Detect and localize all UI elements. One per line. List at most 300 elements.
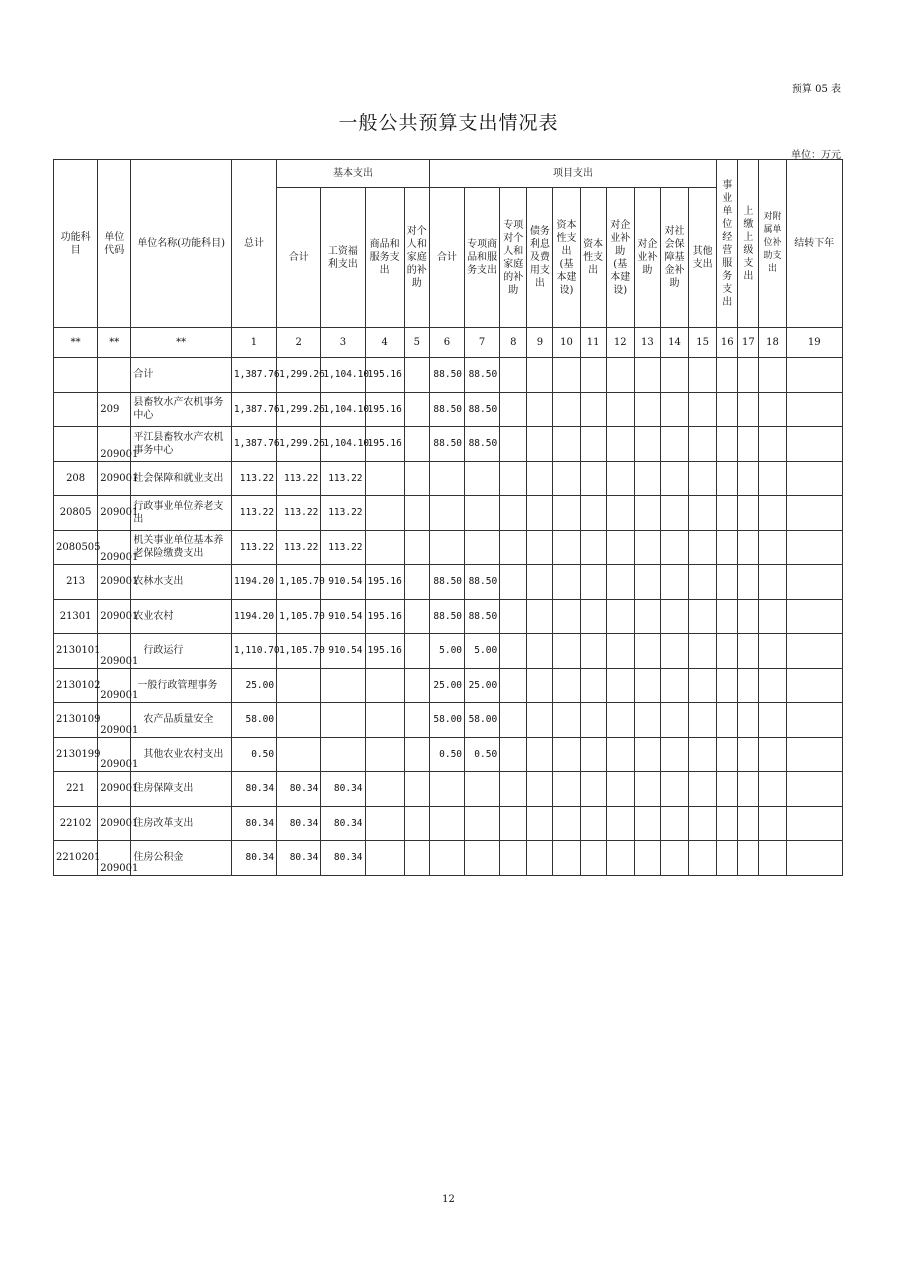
col-number: 1 [231, 328, 276, 358]
page-title: 一般公共预算支出情况表 [338, 112, 559, 134]
empty-cell [660, 772, 688, 807]
empty-cell [500, 599, 527, 634]
amount-cell-total: 1,110.70 [231, 634, 276, 669]
empty-cell [786, 496, 842, 531]
empty-cell [606, 841, 634, 876]
amount-cell-total: 25.00 [231, 668, 276, 703]
amount-cell-basic-total [277, 703, 321, 738]
empty-cell [527, 565, 553, 600]
amount-cell-wages: 80.34 [321, 806, 365, 841]
table-row [54, 599, 843, 634]
header-remit-upper: 上缴上级支出 [738, 160, 759, 328]
empty-cell [553, 392, 580, 427]
amount-cell-proj-total: 25.00 [429, 668, 464, 703]
empty-cell [500, 565, 527, 600]
amount-cell-goods [365, 668, 404, 703]
header-total: 总计 [231, 160, 276, 328]
amount-cell-wages: 1,104.10 [321, 358, 365, 393]
col-number: 2 [277, 328, 321, 358]
empty-cell [634, 530, 660, 565]
empty-cell [580, 599, 606, 634]
unit-code-cell: 209001 [98, 772, 131, 807]
unit-name-cell: 行政运行 [131, 634, 232, 669]
unit-name-cell: 住房改革支出 [131, 806, 232, 841]
empty-cell [738, 530, 759, 565]
amount-cell-basic-personal [404, 565, 429, 600]
unit-name-cell: 社会保障和就业支出 [131, 461, 232, 496]
amount-cell-basic-personal [404, 530, 429, 565]
empty-cell [689, 358, 717, 393]
table-row [54, 530, 843, 565]
table-row [54, 806, 843, 841]
empty-cell [634, 496, 660, 531]
empty-cell [580, 496, 606, 531]
empty-cell [689, 496, 717, 531]
empty-cell [634, 599, 660, 634]
empty-cell [689, 772, 717, 807]
empty-cell [660, 358, 688, 393]
amount-cell-basic-total: 80.34 [277, 806, 321, 841]
func-code-cell: 2130199 [54, 737, 98, 772]
amount-cell-goods: 195.16 [365, 358, 404, 393]
empty-cell [759, 668, 786, 703]
amount-cell-basic-total [277, 668, 321, 703]
unit-code-cell: 209001 [98, 496, 131, 531]
table-row [54, 737, 843, 772]
empty-cell [527, 668, 553, 703]
empty-cell [500, 841, 527, 876]
amount-cell-proj-goods: 88.50 [465, 565, 500, 600]
header-affiliated-subsidy: 对附属单位补助支出 [759, 160, 786, 328]
table-row [54, 496, 843, 531]
empty-cell [553, 599, 580, 634]
empty-cell [606, 634, 634, 669]
unit-name-cell: 其他农业农村支出 [131, 737, 232, 772]
header-basic-group: 基本支出 [277, 160, 430, 188]
empty-cell [553, 530, 580, 565]
header-basic-total: 合计 [277, 188, 321, 328]
empty-cell [580, 737, 606, 772]
header-basic-personal: 对个人和家庭的补助 [404, 188, 429, 328]
empty-cell [580, 461, 606, 496]
empty-cell [580, 772, 606, 807]
func-code-cell: 2130102 [54, 668, 98, 703]
page-number: 12 [442, 1194, 455, 1205]
empty-cell [634, 737, 660, 772]
empty-cell [606, 772, 634, 807]
amount-cell-proj-total: 88.50 [429, 358, 464, 393]
empty-cell [689, 599, 717, 634]
col-number: ** [131, 328, 232, 358]
amount-cell-wages: 113.22 [321, 496, 365, 531]
header-debt-interest: 债务利息及费用支出 [527, 188, 553, 328]
unit-code-cell: 209001 [98, 530, 131, 565]
table-row [54, 772, 843, 807]
empty-cell [580, 565, 606, 600]
amount-cell-proj-total [429, 841, 464, 876]
empty-cell [500, 703, 527, 738]
amount-cell-proj-goods: 88.50 [465, 599, 500, 634]
empty-cell [738, 599, 759, 634]
empty-cell [553, 668, 580, 703]
empty-cell [580, 358, 606, 393]
func-code-cell: 208 [54, 461, 98, 496]
empty-cell [660, 427, 688, 462]
amount-cell-total: 113.22 [231, 530, 276, 565]
empty-cell [717, 530, 738, 565]
header-proj-personal: 专项对个人和家庭的补助 [500, 188, 527, 328]
empty-cell [527, 392, 553, 427]
empty-cell [689, 668, 717, 703]
empty-cell [580, 668, 606, 703]
empty-cell [527, 806, 553, 841]
amount-cell-wages: 1,104.10 [321, 392, 365, 427]
unit-code-cell: 209001 [98, 461, 131, 496]
func-code-cell [54, 427, 98, 462]
amount-cell-basic-total: 80.34 [277, 841, 321, 876]
amount-cell-proj-total: 88.50 [429, 392, 464, 427]
unit-code-cell: 209001 [98, 841, 131, 876]
empty-cell [500, 392, 527, 427]
amount-cell-goods [365, 806, 404, 841]
header-carry-forward: 结转下年 [786, 160, 842, 328]
empty-cell [738, 392, 759, 427]
empty-cell [527, 737, 553, 772]
empty-cell [553, 772, 580, 807]
unit-name-cell: 县畜牧水产农机事务中心 [131, 392, 232, 427]
empty-cell [689, 703, 717, 738]
col-number: 10 [553, 328, 580, 358]
amount-cell-goods: 195.16 [365, 599, 404, 634]
empty-cell [786, 841, 842, 876]
unit-code-cell: 209001 [98, 634, 131, 669]
col-number: ** [54, 328, 98, 358]
empty-cell [606, 461, 634, 496]
empty-cell [786, 530, 842, 565]
amount-cell-total: 1194.20 [231, 565, 276, 600]
empty-cell [500, 427, 527, 462]
empty-cell [759, 599, 786, 634]
empty-cell [606, 392, 634, 427]
unit-name-cell: 机关事业单位基本养老保险缴费支出 [131, 530, 232, 565]
empty-cell [660, 565, 688, 600]
amount-cell-goods [365, 496, 404, 531]
empty-cell [717, 668, 738, 703]
col-number: 16 [717, 328, 738, 358]
empty-cell [717, 565, 738, 600]
empty-cell [786, 599, 842, 634]
empty-cell [660, 634, 688, 669]
header-capital: 资本性支出 [580, 188, 606, 328]
unit-name-cell: 住房保障支出 [131, 772, 232, 807]
empty-cell [606, 806, 634, 841]
empty-cell [689, 461, 717, 496]
empty-cell [717, 737, 738, 772]
empty-cell [606, 427, 634, 462]
empty-cell [500, 806, 527, 841]
amount-cell-goods [365, 461, 404, 496]
empty-cell [786, 461, 842, 496]
amount-cell-basic-personal [404, 841, 429, 876]
amount-cell-wages: 113.22 [321, 530, 365, 565]
amount-cell-basic-personal [404, 668, 429, 703]
empty-cell [634, 668, 660, 703]
empty-cell [660, 806, 688, 841]
empty-cell [786, 565, 842, 600]
empty-cell [660, 841, 688, 876]
empty-cell [553, 565, 580, 600]
empty-cell [759, 737, 786, 772]
amount-cell-basic-total: 1,299.26 [277, 358, 321, 393]
amount-cell-basic-personal [404, 599, 429, 634]
amount-cell-total: 113.22 [231, 496, 276, 531]
empty-cell [553, 634, 580, 669]
func-code-cell: 20805 [54, 496, 98, 531]
table-row [54, 565, 843, 600]
empty-cell [717, 496, 738, 531]
empty-cell [738, 427, 759, 462]
empty-cell [634, 634, 660, 669]
amount-cell-total: 1,387.76 [231, 358, 276, 393]
empty-cell [660, 496, 688, 531]
col-number: 14 [660, 328, 688, 358]
empty-cell [738, 496, 759, 531]
amount-cell-basic-total [277, 737, 321, 772]
amount-cell-proj-total: 5.00 [429, 634, 464, 669]
amount-cell-basic-personal [404, 806, 429, 841]
empty-cell [606, 496, 634, 531]
amount-cell-proj-goods [465, 496, 500, 531]
empty-cell [759, 772, 786, 807]
header-enterprise: 对企业补助 [634, 188, 660, 328]
amount-cell-total: 80.34 [231, 841, 276, 876]
col-number: 9 [527, 328, 553, 358]
empty-cell [738, 737, 759, 772]
header-wages: 工资福利支出 [321, 188, 365, 328]
empty-cell [786, 806, 842, 841]
unit-name-cell: 一般行政管理事务 [131, 668, 232, 703]
empty-cell [717, 772, 738, 807]
func-code-cell: 221 [54, 772, 98, 807]
empty-cell [738, 841, 759, 876]
empty-cell [553, 703, 580, 738]
empty-cell [580, 703, 606, 738]
unit-code-cell: 209001 [98, 668, 131, 703]
empty-cell [738, 565, 759, 600]
header-func-subject: 功能科目 [54, 160, 98, 328]
amount-cell-basic-total: 1,299.26 [277, 392, 321, 427]
empty-cell [580, 806, 606, 841]
amount-cell-basic-personal [404, 496, 429, 531]
empty-cell [500, 668, 527, 703]
amount-cell-wages: 910.54 [321, 634, 365, 669]
empty-cell [580, 530, 606, 565]
amount-cell-total: 113.22 [231, 461, 276, 496]
empty-cell [717, 461, 738, 496]
amount-cell-proj-goods: 5.00 [465, 634, 500, 669]
func-code-cell: 21301 [54, 599, 98, 634]
amount-cell-proj-goods: 88.50 [465, 392, 500, 427]
amount-cell-basic-personal [404, 772, 429, 807]
empty-cell [553, 841, 580, 876]
header-social-security: 对社会保障基金补助 [660, 188, 688, 328]
amount-cell-basic-total: 80.34 [277, 772, 321, 807]
empty-cell [527, 703, 553, 738]
amount-cell-basic-personal [404, 358, 429, 393]
empty-cell [738, 358, 759, 393]
empty-cell [738, 461, 759, 496]
amount-cell-basic-personal [404, 737, 429, 772]
unit-code-cell: 209001 [98, 565, 131, 600]
empty-cell [660, 530, 688, 565]
empty-cell [500, 634, 527, 669]
amount-cell-basic-personal [404, 461, 429, 496]
empty-cell [553, 461, 580, 496]
amount-cell-goods: 195.16 [365, 634, 404, 669]
empty-cell [500, 358, 527, 393]
empty-cell [660, 668, 688, 703]
amount-cell-goods [365, 530, 404, 565]
empty-cell [759, 565, 786, 600]
empty-cell [553, 806, 580, 841]
amount-cell-goods [365, 737, 404, 772]
empty-cell [580, 841, 606, 876]
table-row [54, 634, 843, 669]
empty-cell [717, 427, 738, 462]
empty-cell [553, 358, 580, 393]
amount-cell-total: 80.34 [231, 772, 276, 807]
amount-cell-goods [365, 703, 404, 738]
empty-cell [634, 806, 660, 841]
amount-cell-wages: 1,104.10 [321, 427, 365, 462]
empty-cell [580, 392, 606, 427]
table-row [54, 461, 843, 496]
col-number: 3 [321, 328, 365, 358]
table-row [54, 358, 843, 393]
amount-cell-proj-total [429, 530, 464, 565]
amount-cell-wages [321, 668, 365, 703]
amount-cell-wages: 113.22 [321, 461, 365, 496]
empty-cell [553, 427, 580, 462]
amount-cell-proj-goods: 0.50 [465, 737, 500, 772]
empty-cell [606, 703, 634, 738]
empty-cell [786, 634, 842, 669]
amount-cell-proj-total [429, 806, 464, 841]
amount-cell-proj-goods: 58.00 [465, 703, 500, 738]
empty-cell [689, 634, 717, 669]
table-row [54, 703, 843, 738]
col-number: 18 [759, 328, 786, 358]
amount-cell-total: 0.50 [231, 737, 276, 772]
amount-cell-wages [321, 737, 365, 772]
amount-cell-proj-goods: 88.50 [465, 427, 500, 462]
empty-cell [500, 530, 527, 565]
amount-cell-proj-total: 0.50 [429, 737, 464, 772]
amount-cell-basic-personal [404, 703, 429, 738]
unit-code-cell: 209001 [98, 427, 131, 462]
col-number: 8 [500, 328, 527, 358]
header-capital-basic: 资本性支出(基本建设) [553, 188, 580, 328]
header-proj-total: 合计 [429, 188, 464, 328]
empty-cell [759, 634, 786, 669]
empty-cell [634, 461, 660, 496]
empty-cell [717, 841, 738, 876]
empty-cell [527, 841, 553, 876]
empty-cell [689, 841, 717, 876]
header-other: 其他支出 [689, 188, 717, 328]
amount-cell-proj-goods [465, 461, 500, 496]
col-number: 7 [465, 328, 500, 358]
func-code-cell: 2130109 [54, 703, 98, 738]
empty-cell [527, 599, 553, 634]
unit-name-cell: 农业农村 [131, 599, 232, 634]
empty-cell [553, 737, 580, 772]
empty-cell [786, 427, 842, 462]
empty-cell [717, 358, 738, 393]
empty-cell [759, 427, 786, 462]
empty-cell [717, 599, 738, 634]
amount-cell-wages: 910.54 [321, 565, 365, 600]
empty-cell [500, 737, 527, 772]
empty-cell [738, 634, 759, 669]
unit-code-cell: 209 [98, 392, 131, 427]
empty-cell [634, 703, 660, 738]
unit-code-cell: 209001 [98, 737, 131, 772]
amount-cell-proj-total: 88.50 [429, 427, 464, 462]
table-row [54, 427, 843, 462]
amount-cell-goods: 195.16 [365, 392, 404, 427]
amount-cell-proj-goods: 25.00 [465, 668, 500, 703]
func-code-cell: 22102 [54, 806, 98, 841]
empty-cell [717, 392, 738, 427]
amount-cell-basic-total: 1,105.70 [277, 634, 321, 669]
amount-cell-proj-goods [465, 806, 500, 841]
col-number: 6 [429, 328, 464, 358]
empty-cell [738, 703, 759, 738]
empty-cell [738, 668, 759, 703]
table-body [54, 358, 843, 876]
amount-cell-total: 1,387.76 [231, 392, 276, 427]
unit-code-cell [98, 358, 131, 393]
empty-cell [786, 668, 842, 703]
empty-cell [634, 841, 660, 876]
unit-label: 单位：万元 [791, 150, 841, 161]
empty-cell [759, 806, 786, 841]
amount-cell-proj-total: 88.50 [429, 599, 464, 634]
func-code-cell: 2130101 [54, 634, 98, 669]
col-number: 15 [689, 328, 717, 358]
empty-cell [606, 530, 634, 565]
amount-cell-proj-total [429, 496, 464, 531]
func-code-cell: 2080505 [54, 530, 98, 565]
amount-cell-basic-personal [404, 427, 429, 462]
empty-cell [759, 841, 786, 876]
unit-code-cell: 209001 [98, 703, 131, 738]
empty-cell [660, 703, 688, 738]
empty-cell [689, 530, 717, 565]
empty-cell [759, 703, 786, 738]
empty-cell [634, 427, 660, 462]
amount-cell-proj-total [429, 461, 464, 496]
empty-cell [759, 496, 786, 531]
amount-cell-proj-goods: 88.50 [465, 358, 500, 393]
empty-cell [500, 461, 527, 496]
empty-cell [527, 530, 553, 565]
empty-cell [580, 427, 606, 462]
amount-cell-proj-goods [465, 530, 500, 565]
amount-cell-goods: 195.16 [365, 565, 404, 600]
table-header [54, 160, 843, 358]
